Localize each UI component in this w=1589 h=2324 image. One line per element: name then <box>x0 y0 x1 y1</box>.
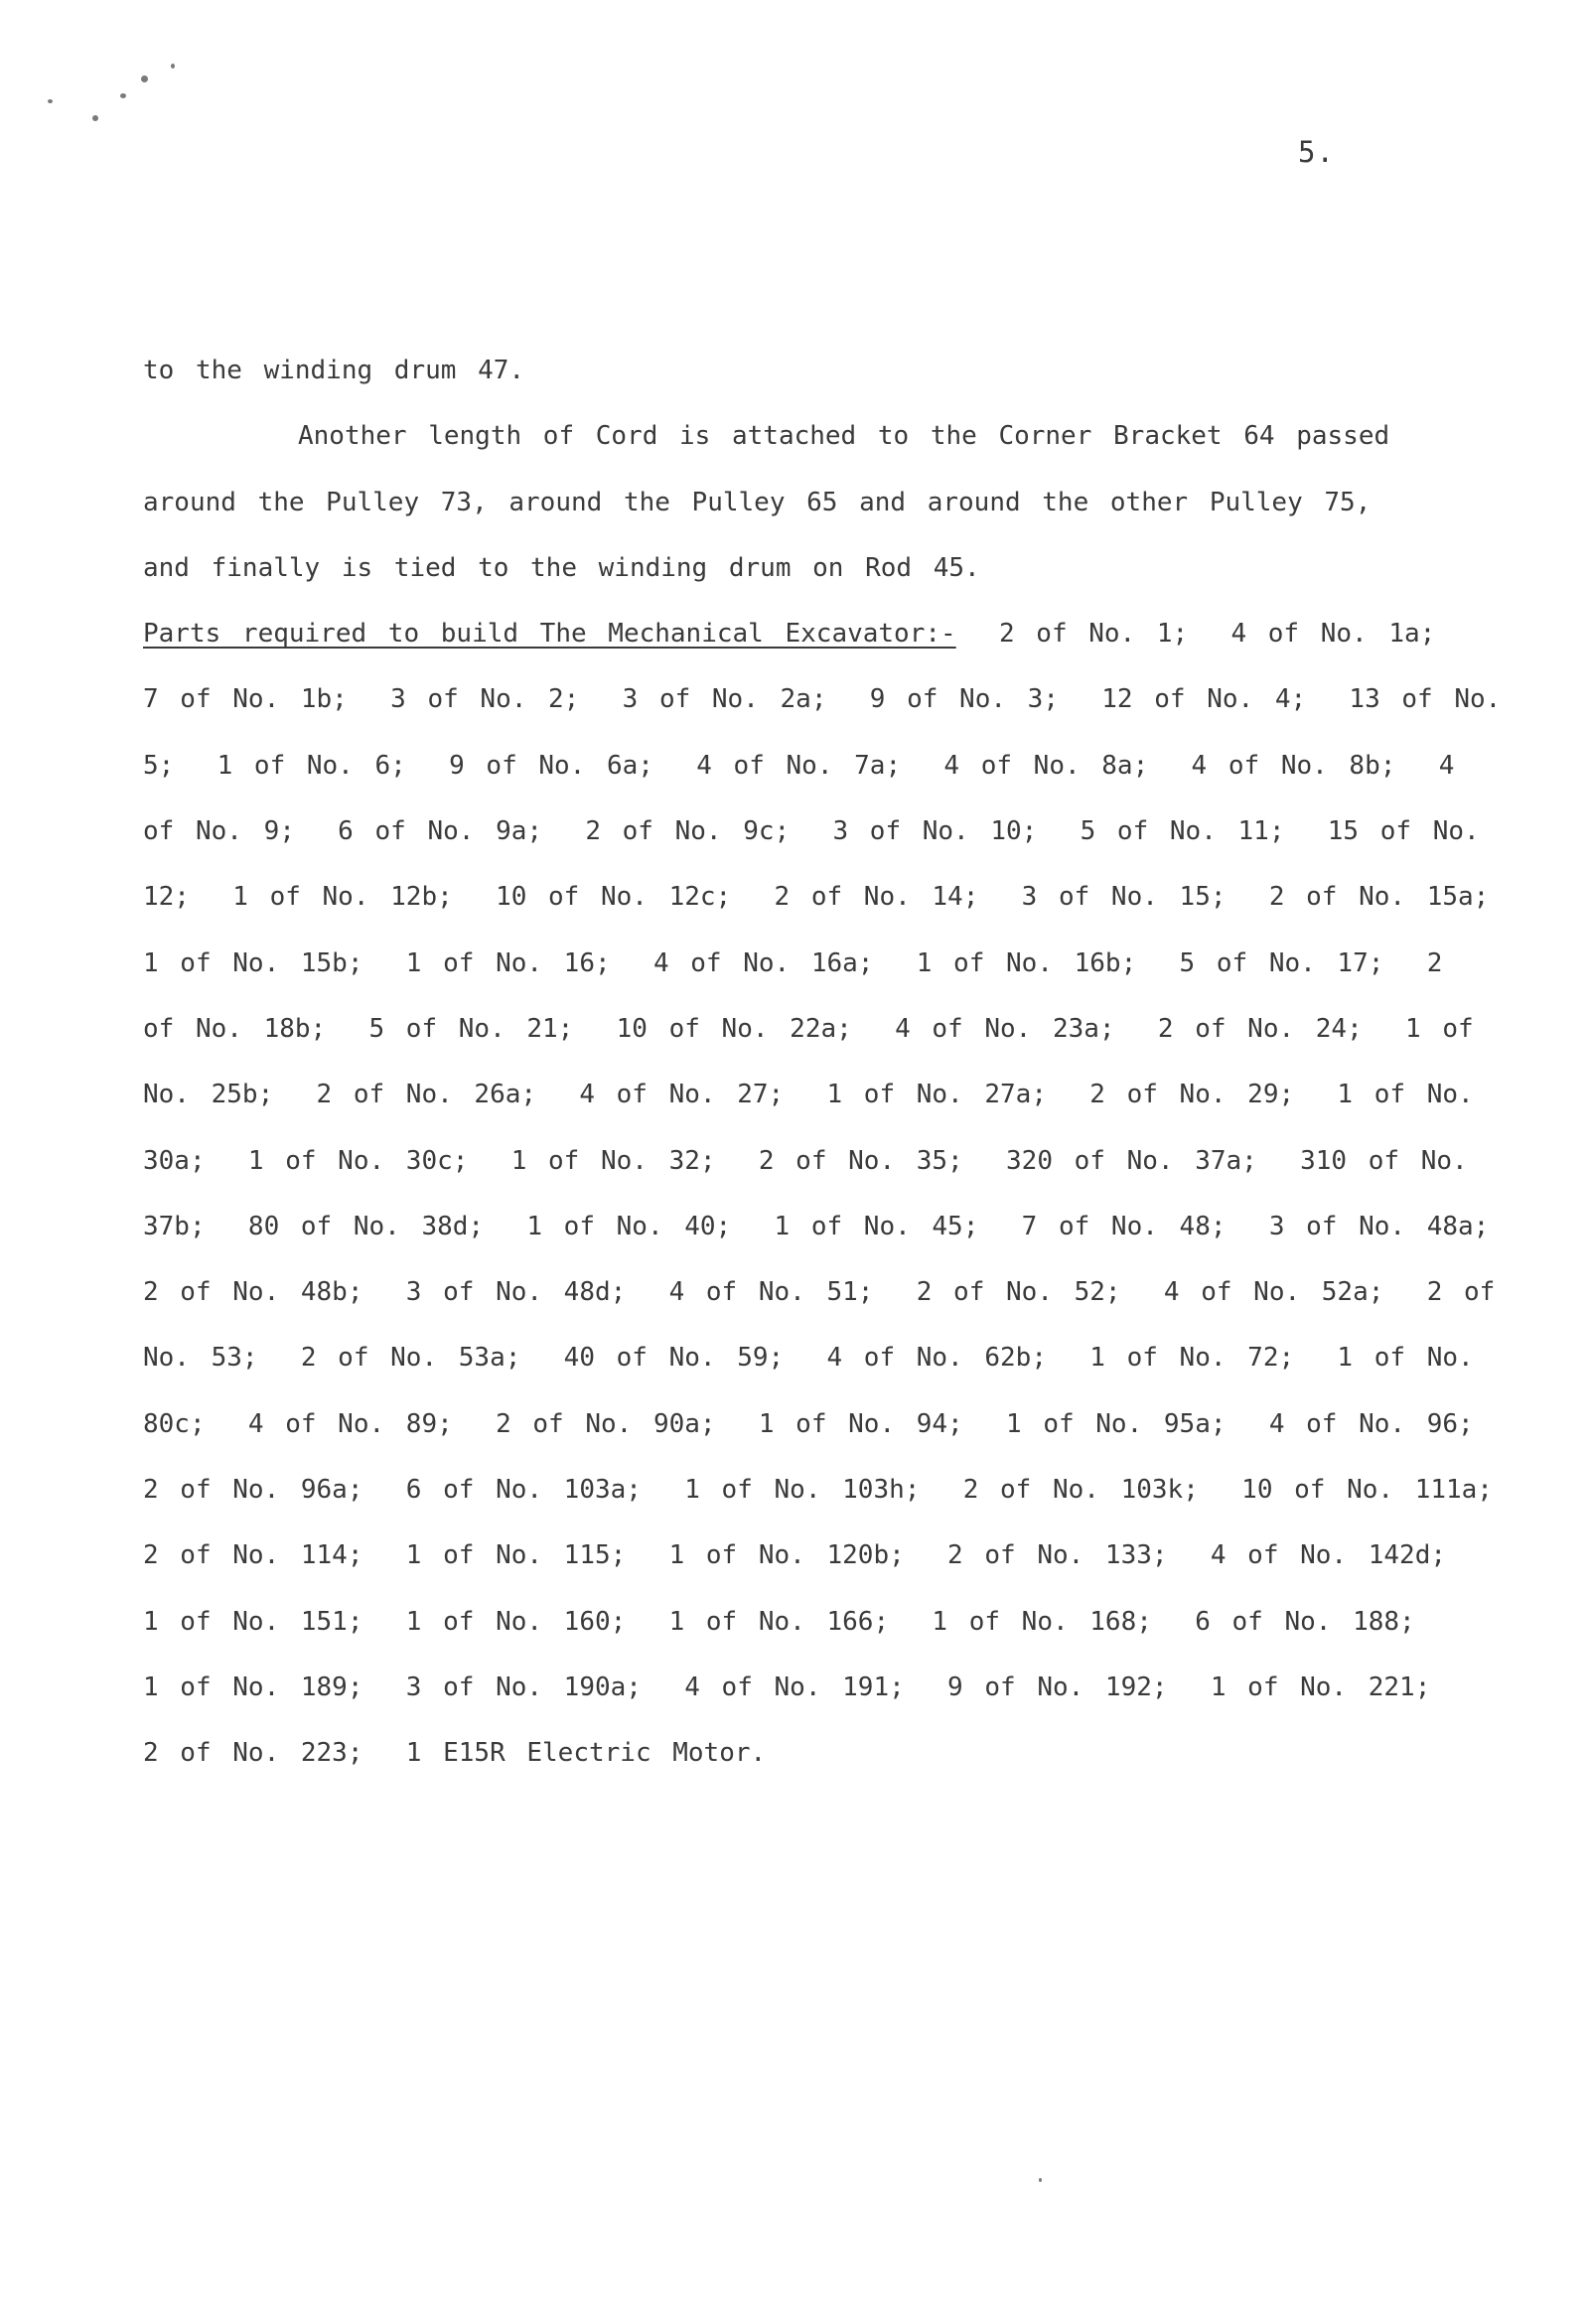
text-line: around the Pulley 73, around the Pulley 65 and around the other Pulley 75, <box>143 487 1372 517</box>
parts-list-line: 2 of No. 114; 1 of No. 115; 1 of No. 120b; 2 of No. 133; 4 of No. 142d; <box>143 1540 1446 1571</box>
ink-speck <box>120 93 126 98</box>
body-text <box>143 338 1502 1787</box>
parts-list-line: No. 53; 2 of No. 53a; 40 of No. 59; 4 of No. 62b; 1 of No. 72; 1 of No. <box>143 1343 1474 1374</box>
ink-speck <box>141 75 148 82</box>
text-line: Another length of Cord is attached to the Corner Bracket 64 passed <box>298 421 1390 452</box>
ink-speck <box>92 115 98 121</box>
parts-list-line: 2 of No. 96a; 6 of No. 103a; 1 of No. 103h; 2 of No. 103k; 10 of No. 111a; <box>143 1475 1493 1506</box>
ink-speck <box>48 99 53 103</box>
parts-list-line: 1 of No. 15b; 1 of No. 16; 4 of No. 16a; 1 of No. 16b; 5 of No. 17; 2 <box>143 947 1443 978</box>
parts-list-line: 2 of No. 48b; 3 of No. 48d; 4 of No. 51; 2 of No. 52; 4 of No. 52a; 2 of <box>143 1277 1496 1308</box>
parts-list-line: of No. 9; 6 of No. 9a; 2 of No. 9c; 3 of No. 10; 5 of No. 11; 15 of No. <box>143 816 1480 847</box>
parts-heading: Parts required to build The Mechanical Excavator:- <box>143 619 956 650</box>
parts-list-line: 7 of No. 1b; 3 of No. 2; 3 of No. 2a; 9 of No. 3; 12 of No. 4; 13 of No. <box>143 684 1502 715</box>
text-line: to the winding drum 47. <box>143 356 525 385</box>
parts-list-line: 1 of No. 151; 1 of No. 160; 1 of No. 166; 1 of No. 168; 6 of No. 188; <box>143 1606 1415 1637</box>
text-line: and finally is tied to the winding drum on Rod 45. <box>143 552 980 583</box>
ink-speck <box>1039 2178 1042 2182</box>
parts-list-first-line <box>143 601 1436 666</box>
parts-list-line: 37b; 80 of No. 38d; 1 of No. 40; 1 of No. 45; 7 of No. 48; 3 of No. 48a; <box>143 1211 1490 1241</box>
parts-list-line: 80c; 4 of No. 89; 2 of No. 90a; 1 of No. 94; 1 of No. 95a; 4 of No. 96; <box>143 1408 1474 1439</box>
parts-list-line: 2 of No. 223; 1 E15R Electric Motor. <box>143 1738 767 1769</box>
parts-list-line: of No. 18b; 5 of No. 21; 10 of No. 22a; 4 of No. 23a; 2 of No. 24; 1 of <box>143 1013 1474 1044</box>
parts-list-line: 12; 1 of No. 12b; 10 of No. 12c; 2 of No. 14; 3 of No. 15; 2 of No. 15a; <box>143 882 1490 913</box>
ink-speck <box>171 64 175 69</box>
parts-list-line: 30a; 1 of No. 30c; 1 of No. 32; 2 of No. 35; 320 of No. 37a; 310 of No. <box>143 1145 1468 1176</box>
parts-list-text: 2 of No. 1; 4 of No. 1a; <box>955 619 1436 650</box>
parts-list-line: 1 of No. 189; 3 of No. 190a; 4 of No. 191; 9 of No. 192; 1 of No. 221; <box>143 1671 1431 1702</box>
parts-list-line: 5; 1 of No. 6; 9 of No. 6a; 4 of No. 7a; 4 of No. 8a; 4 of No. 8b; 4 <box>143 750 1455 781</box>
parts-list-line: No. 25b; 2 of No. 26a; 4 of No. 27; 1 of No. 27a; 2 of No. 29; 1 of No. <box>143 1080 1474 1110</box>
page-number: 5. <box>1298 135 1335 169</box>
